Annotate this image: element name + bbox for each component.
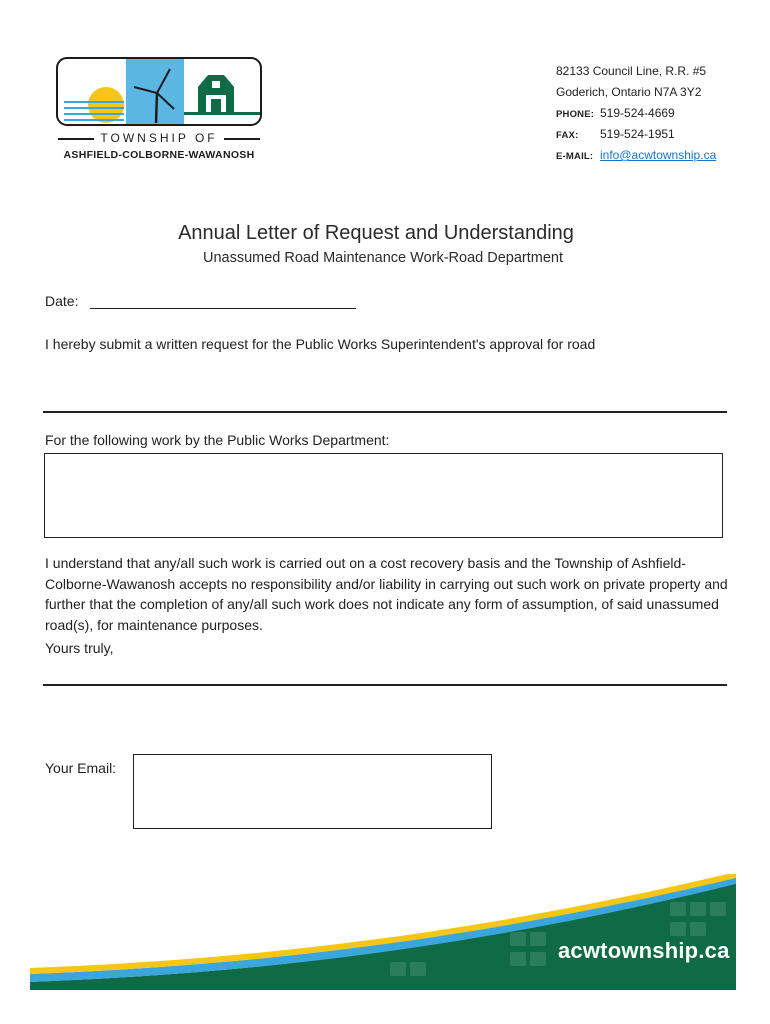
logo-township-text: TOWNSHIP OF xyxy=(100,131,218,145)
footer-banner xyxy=(30,874,736,990)
form-title: Annual Letter of Request and Understanding xyxy=(178,222,574,244)
fax-row xyxy=(556,126,716,147)
windmill-barn-sun-icon xyxy=(56,57,262,129)
date-label: Date: xyxy=(45,293,79,309)
understanding-statement: I understand that any/all such work is carried out on a cost recovery basis and the Township of Ashfield-Colborne-Wawanosh accepts no responsibility and/or liability in carrying out such work on private property and further that the completion of any/all such work does not indicate any form of assumption, of said unassumed road(s), for maintenance purposes. xyxy=(45,555,728,633)
email-row xyxy=(556,147,716,168)
phone-row xyxy=(556,105,716,126)
work-description-label: For the following work by the Public Works Department: xyxy=(45,432,390,448)
footer-website[interactable]: acwtownship.ca xyxy=(558,938,730,963)
address-line-2: Goderich, Ontario N7A 3Y2 xyxy=(556,85,702,99)
work-description-field[interactable] xyxy=(44,453,723,538)
township-logo xyxy=(56,57,262,163)
phone-number: 519-524-4669 xyxy=(600,106,675,120)
logo-township-name: ASHFIELD-COLBORNE-WAWANOSH xyxy=(63,149,255,161)
road-field[interactable] xyxy=(43,411,727,413)
phone-label: PHONE: xyxy=(556,109,595,120)
your-email-field[interactable] xyxy=(133,754,492,829)
your-email-label: Your Email: xyxy=(45,760,117,776)
address-line-1: 82133 Council Line, R.R. #5 xyxy=(556,64,707,78)
email-label: E-MAIL: xyxy=(556,151,594,162)
fax-label: FAX: xyxy=(556,130,579,141)
signature-field[interactable] xyxy=(43,684,727,686)
fax-number: 519-524-1951 xyxy=(600,127,675,141)
request-statement: I hereby submit a written request for the Public Works Superintendent's approval for road xyxy=(45,336,596,352)
closing-text: Yours truly, xyxy=(45,640,114,656)
date-field[interactable] xyxy=(90,308,356,309)
email-link[interactable]: info@acwtownship.ca xyxy=(600,148,717,162)
footer-wave-graphic xyxy=(30,874,736,990)
form-subtitle: Unassumed Road Maintenance Work-Road Department xyxy=(203,250,563,266)
contact-block xyxy=(556,63,716,168)
